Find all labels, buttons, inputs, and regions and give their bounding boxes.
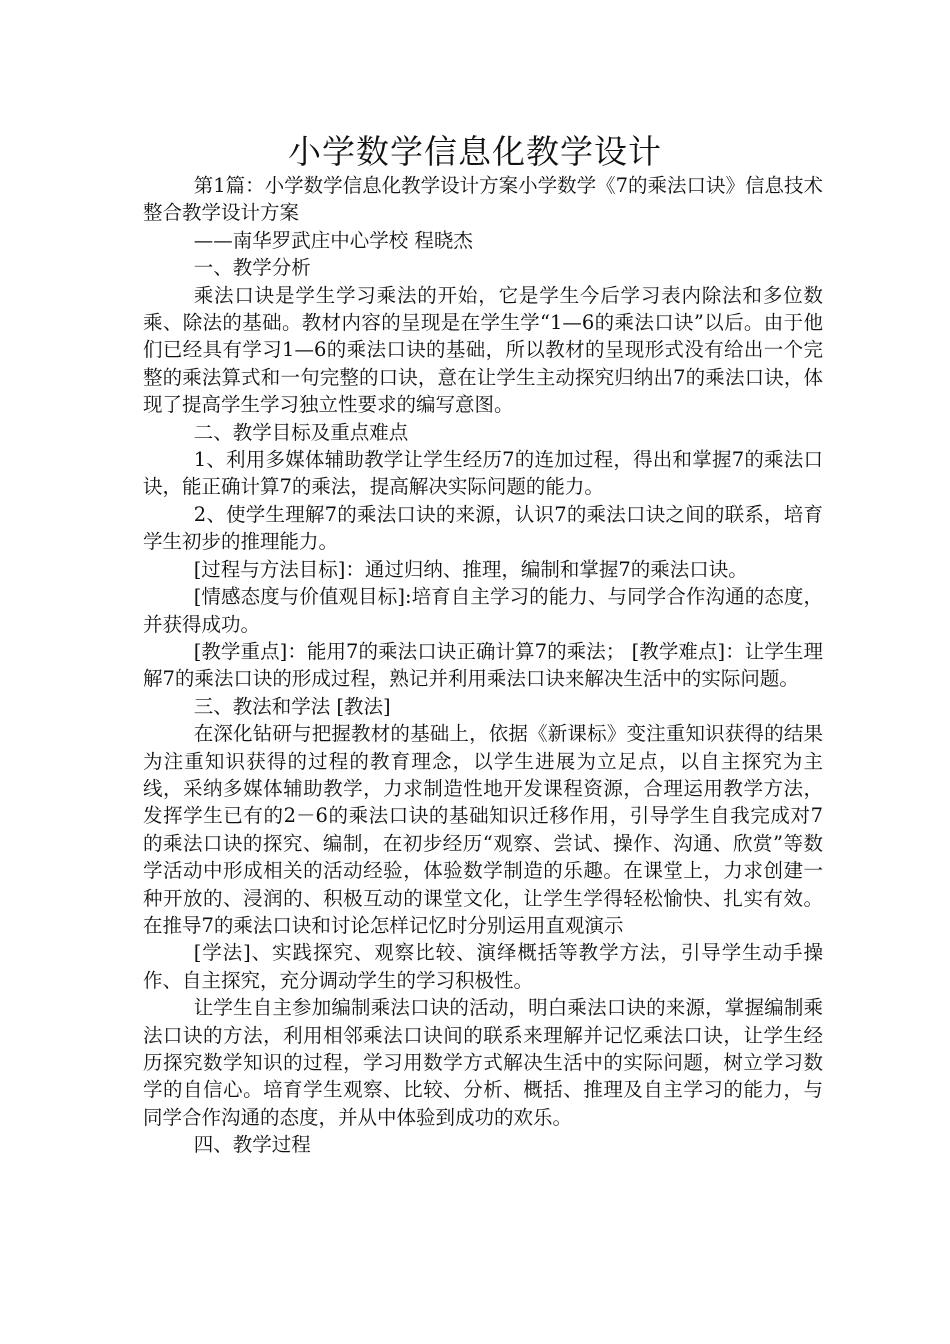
section-heading-methods: 三、教法和学法 [教法] [193,694,391,718]
paragraph-learning-method: [学法]、实践探究、观察比较、演绎概括等教学方法，引导学生动手操作、自主探究，充分调动学生的学习积极性。 [143,941,823,992]
paragraph-process-goal: [过程与方法目标]：通过归纳、推理，编制和掌握7的乘法口诀。 [193,557,748,581]
paragraph-key-points: [教学重点]：能用7的乘法口诀正确计算7的乘法； [教学难点]：让学生理解7的乘法口诀的形成过程，熟记并利用乘法口诀来解决生活中的实际问题。 [143,639,823,691]
paragraph-goal-1: 1、利用多媒体辅助教学让学生经历7的连加过程，得出和掌握7的乘法口诀，能正确计算7的乘法，提高解决实际问题的能力。 [143,448,823,499]
paragraph-emotion-goal: [情感态度与价值观目标]:培育自主学习的能力、与同学合作沟通的态度，并获得成功。 [143,585,823,636]
section-heading-process: 四、教学过程 [193,1133,311,1157]
paragraph-teaching-method: 在深化钻研与把握教材的基础上，依据《新课标》变注重知识获得的结果为注重知识获得的过程的教育理念，以学生进展为立足点，以自主探究为主线，采纳多媒体辅助教学，力求制造性地开发课程资源，合理运用教学方法，发挥学生已有的2－6的乘法口诀的基础知识迁移作用，引导学生自我完成对7的乘法口诀的探究、编制，在初步经历“观察、尝试、操作、沟通、欣赏”等数学活动中形成相关的活动经验，体验数学制造的乐趣。在课堂上，力求创建一种开放的、浸润的、积极互动的课堂文化，让学生学得轻松愉快、扎实有效。在推导7的乘法口诀和讨论怎样记忆时分别运用直观演示 [143,722,823,937]
paragraph-goal-2: 2、使学生理解7的乘法口诀的来源，认识7的乘法口诀之间的联系，培育学生初步的推理能力。 [143,502,823,554]
paragraph-analysis: 乘法口诀是学生学习乘法的开始，它是学生今后学习表内除法和多位数乘、除法的基础。教材内容的呈现是在学生学“1—6的乘法口诀”以后。由于他们已经具有学习1—6的乘法口诀的基础，所以教材的呈现形式没有给出一个完整的乘法算式和一句完整的口诀，意在让学生主动探究归纳出7的乘法口诀，体现了提高学生学习独立性要求的编写意图。 [143,283,823,417]
paragraph-participation: 让学生自主参加编制乘法口诀的活动，明白乘法口诀的来源，掌握编制乘法口诀的方法，利用相邻乘法口诀间的联系来理解并记忆乘法口诀，让学生经历探究数学知识的过程，学习用数学方式解决生活中的实际问题，树立学习数学的自信心。培育学生观察、比较、分析、概括、推理及自主学习的能力，与同学合作沟通的态度，并从中体验到成功的欢乐。 [143,996,823,1129]
section-heading-goals: 二、教学目标及重点难点 [193,420,409,444]
paragraph-intro: 第1篇：小学数学信息化教学设计方案小学数学《7的乘法口诀》信息技术整合教学设计方案 [143,174,824,225]
document-body [143,172,823,1159]
section-heading-analysis: 一、教学分析 [193,256,311,280]
document-title: 小学数学信息化教学设计 [288,132,662,171]
paragraph-author: ——南华罗武庄中心学校 程晓杰 [193,228,473,252]
